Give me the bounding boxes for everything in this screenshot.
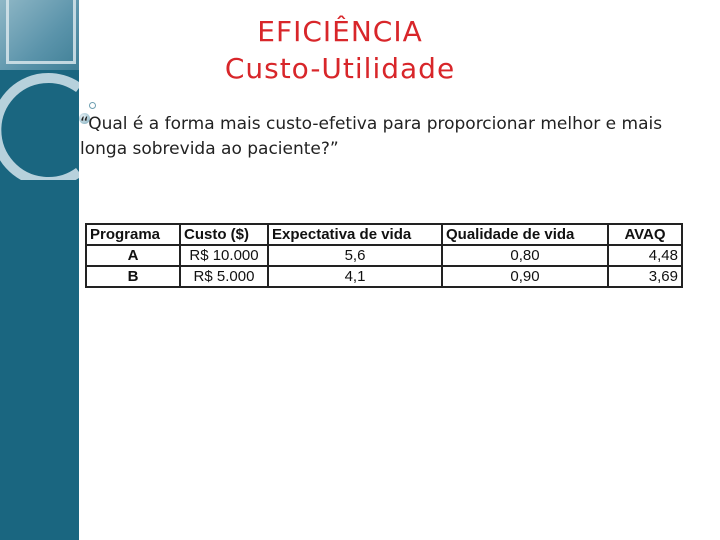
sidebar-band	[0, 0, 79, 540]
header-qualidade: Qualidade de vida	[442, 224, 608, 245]
cell-programa: A	[86, 245, 180, 266]
table-row	[86, 266, 682, 287]
cost-utility-table	[85, 223, 683, 288]
cell-avaq: 4,48	[608, 245, 682, 266]
cell-avaq: 3,69	[608, 266, 682, 287]
table-header-row	[86, 224, 682, 245]
decorative-ring	[0, 60, 79, 180]
header-custo: Custo ($)	[180, 224, 268, 245]
decorative-frame	[6, 0, 76, 64]
title-line-1: EFICIÊNCIA	[257, 15, 423, 48]
page-title	[190, 14, 490, 88]
cell-programa: B	[86, 266, 180, 287]
title-line-2: Custo-Utilidade	[224, 52, 456, 85]
header-programa: Programa	[86, 224, 180, 245]
table-row	[86, 245, 682, 266]
cell-custo: R$ 10.000	[180, 245, 268, 266]
cell-qualidade: 0,90	[442, 266, 608, 287]
header-avaq: AVAQ	[608, 224, 682, 245]
cell-expectativa: 5,6	[268, 245, 442, 266]
cell-custo: R$ 5.000	[180, 266, 268, 287]
cell-qualidade: 0,80	[442, 245, 608, 266]
header-expectativa: Expectativa de vida	[268, 224, 442, 245]
cell-expectativa: 4,1	[268, 266, 442, 287]
bullet-ring-icon	[89, 102, 96, 109]
question-text: “Qual é a forma mais custo-efetiva para proporcionar melhor e mais longa sobrevida ao paciente?”	[80, 114, 663, 159]
